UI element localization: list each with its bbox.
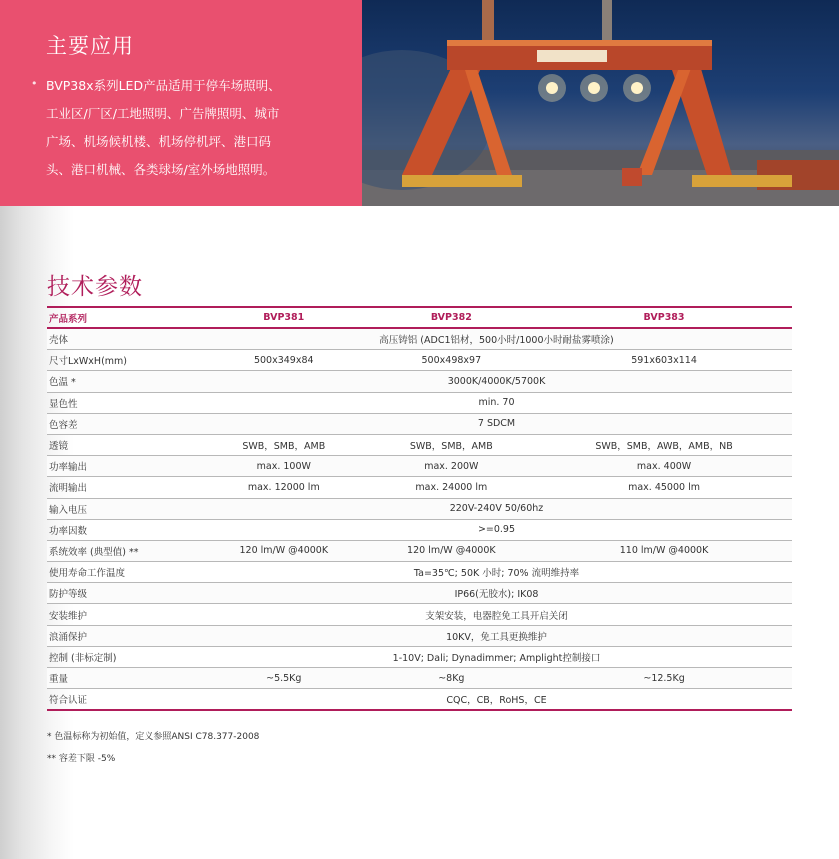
spec-row-value: SWB，SMB，AMB: [367, 434, 535, 455]
spec-row-value: 591x603x114: [534, 350, 792, 371]
spec-row-label: 流明输出: [47, 477, 199, 498]
spec-row-value: 500x498x97: [367, 350, 535, 371]
footnotes: [47, 726, 259, 770]
spec-row-value: CQC，CB，RoHS，CE: [199, 689, 792, 711]
applications-panel: [0, 0, 362, 206]
spec-row-value: SWB，SMB，AWB，AMB，NB: [534, 434, 792, 455]
spec-row: [47, 625, 792, 646]
spec-row-label: 透镜: [47, 434, 199, 455]
spec-row-value: 7 SDCM: [199, 413, 792, 434]
spec-row-value: 120 lm/W @4000K: [367, 540, 535, 561]
spec-row-value: ~12.5Kg: [534, 668, 792, 689]
spec-header-cell: BVP382: [367, 307, 535, 328]
spec-row: [47, 646, 792, 667]
applications-line: 头、港口机械、各类球场/室外场地照明。: [46, 162, 276, 177]
spec-row-label: 色容差: [47, 413, 199, 434]
spec-header-cell: BVP381: [199, 307, 367, 328]
spec-row: [47, 328, 792, 350]
spec-row: [47, 540, 792, 561]
applications-line: BVP38x系列LED产品适用于停车场照明、: [46, 78, 281, 93]
spec-row-value: ~8Kg: [367, 668, 535, 689]
spec-row-value: 高压铸铝 (ADC1铝材，500小时/1000小时耐盐雾喷涂): [199, 328, 792, 350]
spec-row-label: 浪涌保护: [47, 625, 199, 646]
spec-table: [47, 306, 792, 711]
spec-row-label: 功率输出: [47, 456, 199, 477]
hero-banner: [0, 0, 839, 206]
spec-row-value: SWB，SMB，AMB: [199, 434, 367, 455]
spec-row: [47, 371, 792, 392]
spec-row-value: max. 100W: [199, 456, 367, 477]
spec-row-value: 1-10V; Dali; Dynadimmer; Amplight控制接口: [199, 646, 792, 667]
applications-text: [46, 72, 346, 184]
spec-row-value: max. 200W: [367, 456, 535, 477]
spec-row-label: 使用寿命工作温度: [47, 562, 199, 583]
spec-row-label: 色温 *: [47, 371, 199, 392]
port-crane-image: [362, 0, 839, 206]
spec-row-label: 安装维护: [47, 604, 199, 625]
spec-row-value: >=0.95: [199, 519, 792, 540]
spec-row: [47, 456, 792, 477]
spec-row: [47, 350, 792, 371]
spec-row-value: max. 12000 lm: [199, 477, 367, 498]
spec-row-label: 系统效率 (典型值) **: [47, 540, 199, 561]
spec-row: [47, 689, 792, 711]
spec-row: [47, 392, 792, 413]
spec-row-value: 支架安装，电器腔免工具开启关闭: [199, 604, 792, 625]
spec-row-value: max. 24000 lm: [367, 477, 535, 498]
spec-row: [47, 477, 792, 498]
spec-row-label: 壳体: [47, 328, 199, 350]
spec-row-label: 尺寸LxWxH(mm): [47, 350, 199, 371]
spec-row: [47, 519, 792, 540]
spec-row-value: 220V-240V 50/60hz: [199, 498, 792, 519]
port-crane-photo: [362, 0, 839, 206]
spec-row-value: max. 400W: [534, 456, 792, 477]
spec-row-value: ~5.5Kg: [199, 668, 367, 689]
spec-row: [47, 562, 792, 583]
spec-row-value: max. 45000 lm: [534, 477, 792, 498]
spec-row: [47, 668, 792, 689]
spec-row-value: Ta=35℃; 50K 小时; 70% 流明维持率: [199, 562, 792, 583]
spec-row: [47, 413, 792, 434]
spec-row-label: 功率因数: [47, 519, 199, 540]
spec-header-cell: BVP383: [534, 307, 792, 328]
applications-title: 主要应用: [46, 34, 134, 58]
spec-row-label: 输入电压: [47, 498, 199, 519]
spec-row-label: 控制 (非标定制): [47, 646, 199, 667]
spec-row-label: 显色性: [47, 392, 199, 413]
spec-row: [47, 498, 792, 519]
spec-row-value: 10KV，免工具更换维护: [199, 625, 792, 646]
spec-row-label: 防护等级: [47, 583, 199, 604]
bullet-icon: •: [31, 77, 38, 90]
spec-row-label: 符合认证: [47, 689, 199, 711]
spec-row: [47, 583, 792, 604]
spec-row-value: IP66(无胶水); IK08: [199, 583, 792, 604]
spec-row-value: 110 lm/W @4000K: [534, 540, 792, 561]
applications-line: 广场、机场候机楼、机场停机坪、港口码: [46, 134, 272, 149]
spec-row: [47, 434, 792, 455]
spec-row-label: 重量: [47, 668, 199, 689]
spec-header-row: [47, 307, 792, 328]
spec-row: [47, 604, 792, 625]
spec-row-value: 500x349x84: [199, 350, 367, 371]
applications-line: 工业区/厂区/工地照明、广告牌照明、城市: [46, 106, 280, 121]
spec-row-value: 120 lm/W @4000K: [199, 540, 367, 561]
footnote: * 色温标称为初始值，定义参照ANSI C78.377-2008: [47, 732, 260, 742]
spec-row-value: min. 70: [199, 392, 792, 413]
spec-header-cell: 产品系列: [47, 307, 199, 328]
spec-title: 技术参数: [47, 274, 143, 300]
footnote: ** 容差下限 -5%: [47, 754, 116, 764]
spec-row-value: 3000K/4000K/5700K: [199, 371, 792, 392]
